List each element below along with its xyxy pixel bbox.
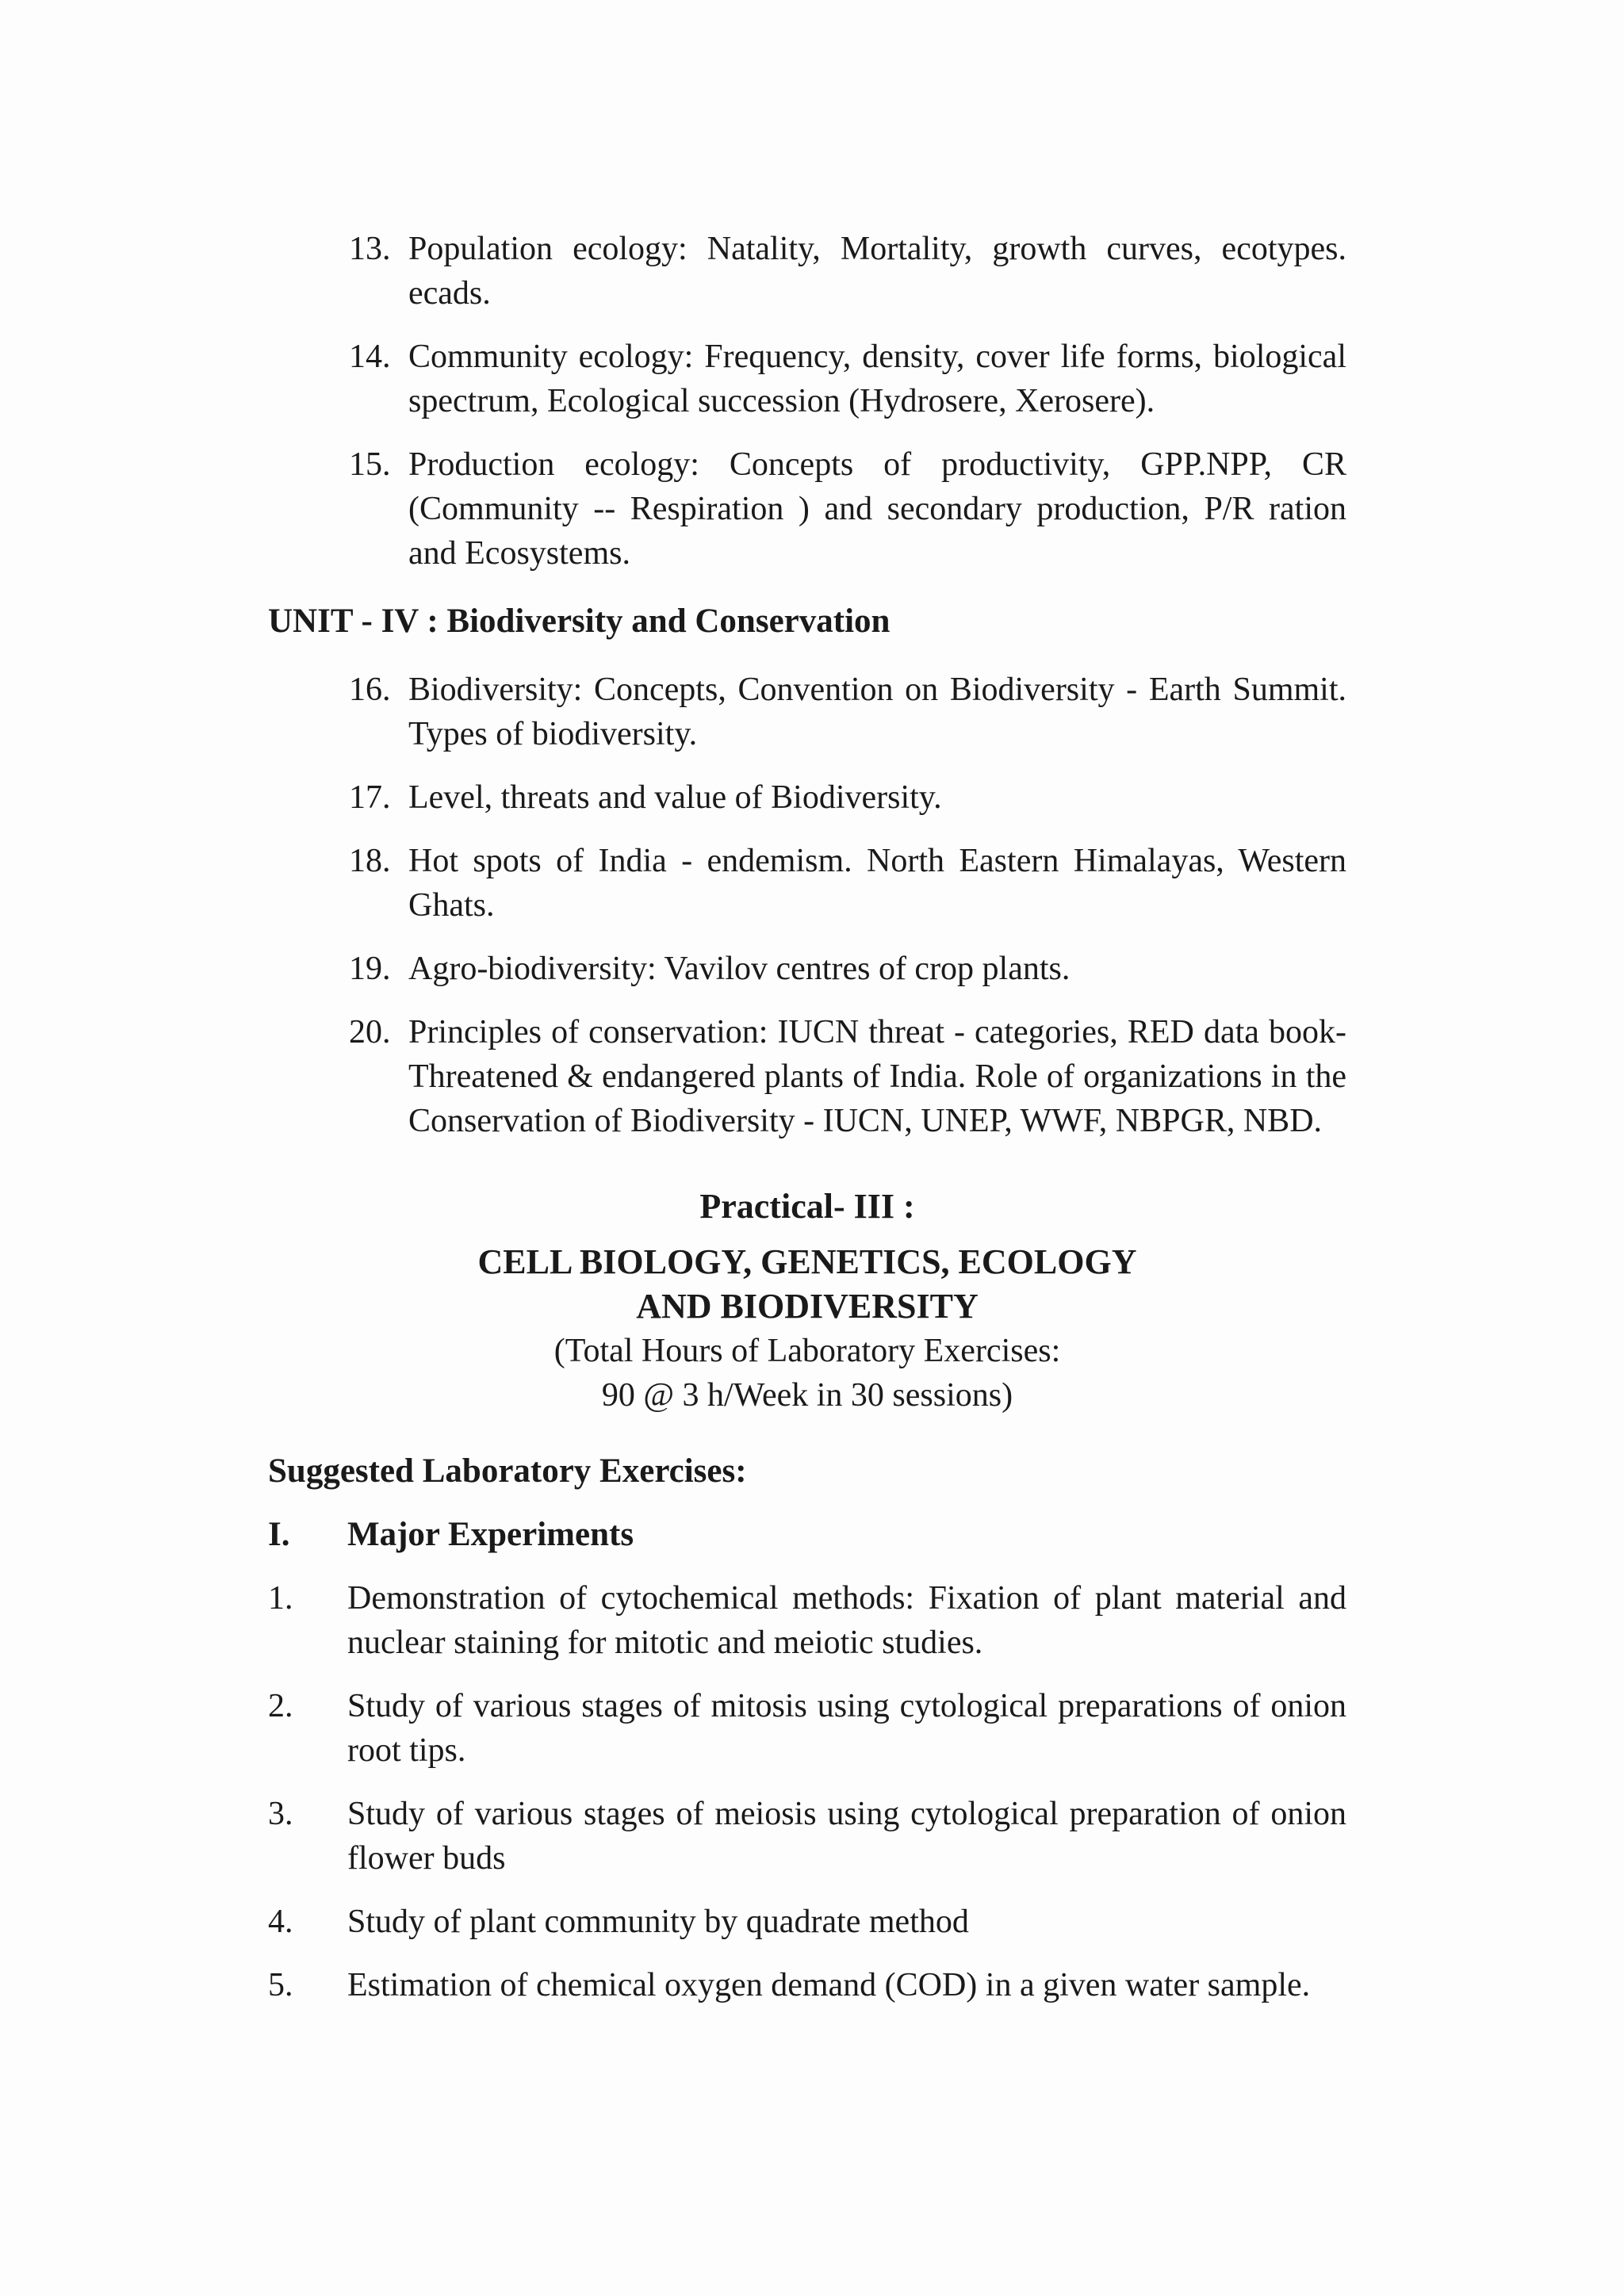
item-text: Population ecology: Natality, Mortality, growth curves, ecotypes. ecads. [408,231,1346,312]
item-text: Production ecology: Concepts of productivity, GPP.NPP, CR (Community -- Respiration ) and secondary production, P/R ration and Ecosystems. [408,446,1346,572]
item-number: 13. [349,231,391,267]
practical-subtitle-line2: AND BIODIVERSITY [636,1287,979,1326]
item-number: 20. [349,1014,391,1050]
experiment-item [268,1963,1346,2007]
section-heading [268,1513,1346,1557]
practical-header [268,1184,1346,1418]
item-text: Agro-biodiversity: Vavilov centres of crop plants. [408,951,1071,987]
practical-hours-line1: (Total Hours of Laboratory Exercises: [553,1333,1061,1369]
list-item [268,839,1346,928]
experiment-text: Estimation of chemical oxygen demand (COD) in a given water sample. [347,1967,1311,2003]
item-text: Biodiversity: Concepts, Convention on Biodiversity - Earth Summit. Types of biodiversity. [408,672,1346,752]
experiment-text: Demonstration of cytochemical methods: Fixation of plant material and nuclear staining for mitotic and meiotic studies. [347,1580,1346,1661]
experiment-number: 3. [268,1796,293,1832]
list-item [268,947,1346,991]
practical-subtitle-line1: CELL BIOLOGY, GENETICS, ECOLOGY [477,1242,1137,1281]
experiment-number: 5. [268,1967,293,2003]
experiment-item [268,1900,1346,1944]
suggested-heading: Suggested Laboratory Exercises: [268,1452,747,1490]
experiment-item [268,1684,1346,1773]
experiment-item [268,1792,1346,1881]
practical-title: Practical- III : [699,1187,915,1226]
item-text: Hot spots of India - endemism. North Eastern Himalayas, Western Ghats. [408,843,1346,924]
item-number: 18. [349,843,391,879]
item-number: 19. [349,951,391,987]
item-text: Principles of conservation: IUCN threat - categories, RED data book- Threatened & endangered plants of India. Role of organizations in the Conservation of Biodiversity - IUCN, UNEP, WWF, NBPGR, NBD. [408,1014,1346,1139]
experiment-text: Study of various stages of mitosis using cytological preparations of onion root tips. [347,1688,1346,1769]
experiment-number: 1. [268,1580,293,1617]
practical-hours-line2: 90 @ 3 h/Week in 30 sessions) [601,1377,1013,1414]
page-content [268,227,1346,2026]
section-number: I. [268,1516,290,1553]
item-number: 15. [349,446,391,483]
section-title: Major Experiments [347,1516,634,1553]
experiment-number: 2. [268,1688,293,1724]
experiment-text: Study of plant community by quadrate method [347,1904,969,1940]
experiment-number: 4. [268,1904,293,1940]
list-item [268,1010,1346,1143]
item-text: Level, threats and value of Biodiversity. [408,779,942,816]
list-item [268,442,1346,576]
list-item [268,227,1346,316]
list-item [268,668,1346,756]
item-text: Community ecology: Frequency, density, cover life forms, biological spectrum, Ecological succession (Hydrosere, Xerosere). [408,339,1346,419]
item-number: 17. [349,779,391,816]
list-item [268,335,1346,423]
unit-iv-heading: UNIT - IV : Biodiversity and Conservation [268,603,891,640]
list-item [268,775,1346,820]
experiment-text: Study of various stages of meiosis using cytological preparation of onion flower buds [347,1796,1346,1877]
experiment-item [268,1576,1346,1665]
item-number: 14. [349,339,391,375]
item-number: 16. [349,672,391,708]
